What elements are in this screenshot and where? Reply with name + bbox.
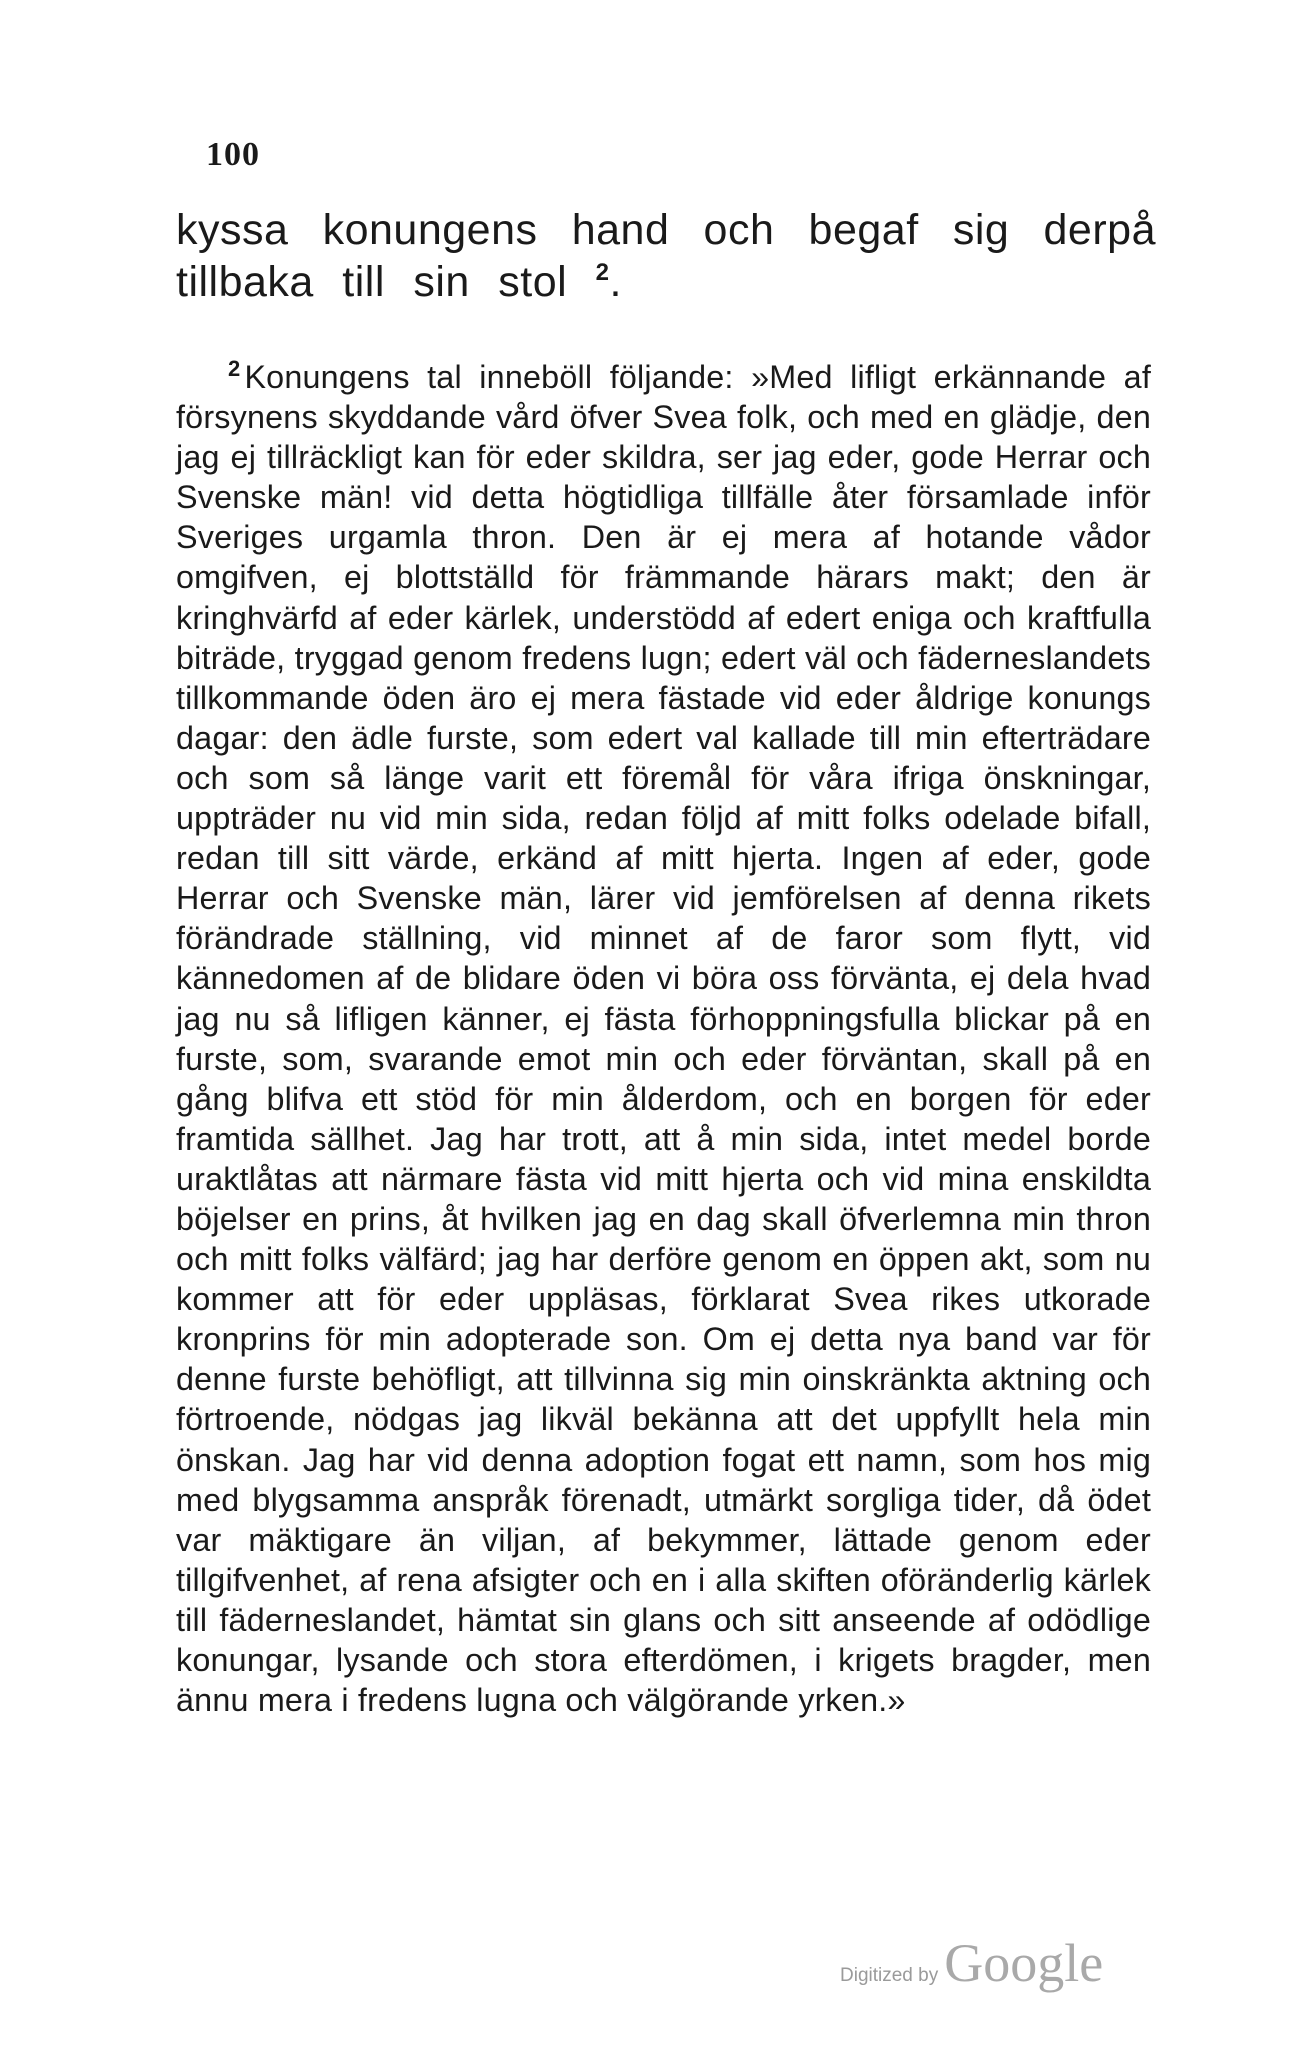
footnote-text: Konungens tal inneböll följande: »Med lifligt erkännande af försynens skyddande vård öfver Svea folk, och med en glädje, den jag ej tillräckligt kan för eder skildra, ser jag eder, gode Herrar och Svenske män! vid detta högtidliga tillfälle åter församlade inför Sveriges urgamla thron. Den är ej mera af hotande vådor omgifven, ej blottställd för främmande härars makt; den är kringhvärfd af eder kärlek, understödd af edert eniga och kraftfulla biträde, tryggad genom fredens lugn; edert väl och fäderneslandets tillkommande öden äro ej mera fästade vid eder åldrige konungs dagar: den ädle furste, som edert val kallade till min efterträdare och som så länge varit ett föremål för våra ifriga önskningar, uppträder nu vid min sida, redan följd af mitt folks odelade bifall, redan till sitt värde, erkänd af mitt hjerta. Ingen af eder, gode Herrar och Svenske män, lärer vid jemförelsen af denna rikets förändrade ställning, vid minnet af de faror som flytt, vid kännedomen af de blidare öden vi böra oss förvänta, ej dela hvad jag nu så lifligen känner, ej fästa förhoppningsfulla blickar på en furste, som, svarande emot min och eder förväntan, skall på en gång blifva ett stöd för min ålderdom, och en borgen för eder framtida sällhet. Jag har trott, att å min sida, intet medel borde uraktlåtas att närmare fästa vid mitt hjerta och vid mina enskildta böjelser en prins, åt hvilken jag en dag skall öfverlemna min thron och mitt folks välfärd; jag har derföre genom en öppen akt, som nu kommer att för eder uppläsas, förklarat Svea rikes utkorade kronprins för min adopterade son. Om ej detta nya band var för denne furste behöfligt, att tillvinna sig min oinskränkta aktning och förtroende, nödgas jag likväl bekänna att det uppfyllt hela min önskan. Jag har vid denna adoption fogat ett namn, som hos mig med blygsamma anspråk förenadt, utmärkt sorgliga tider, då ödet var mäktigare än viljan, af bekymmer, lättade genom eder tillgifvenhet, af rena afsigter och en i alla skiften oföränderlig kärlek till fäderneslandet, hämtat sin glans och sitt anseende af odödlige konungar, lysande och stora efterdömen, i krigets bragder, men ännu mera i fredens lugna och välgörande yrken.» <box>176 359 1151 1719</box>
main-text <box>176 204 1156 308</box>
main-text-body: kyssa konungens hand och begaf sig derpå tillbaka till sin stol <box>176 206 1156 306</box>
page-number: 100 <box>206 136 260 173</box>
footnote-marker: 2 <box>228 356 241 381</box>
main-text-tail: . <box>609 258 622 306</box>
footnote <box>176 357 1151 1720</box>
footnote-reference: 2 <box>595 259 610 286</box>
watermark-prefix: Digitized by <box>840 1965 939 1986</box>
google-logo: Google <box>944 1933 1104 1993</box>
digitized-by-watermark <box>840 1932 1103 1994</box>
